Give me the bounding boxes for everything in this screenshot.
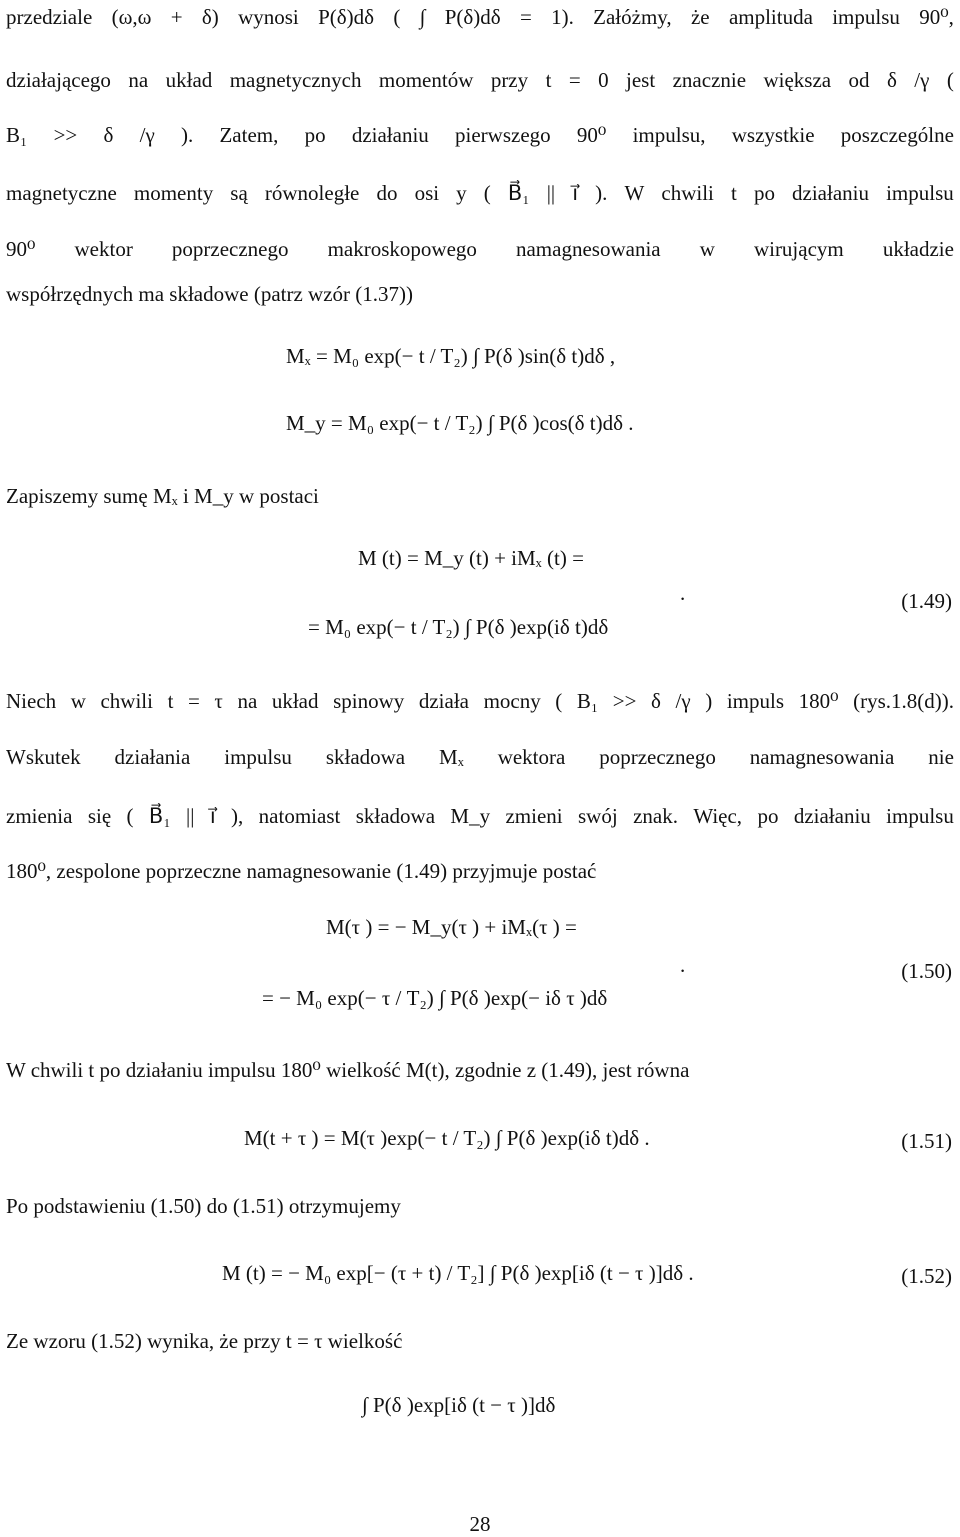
word: Niech	[6, 689, 57, 713]
word: do	[376, 181, 398, 205]
word: jest	[626, 68, 656, 92]
equation-152: M (t) = − M₀ exp[− (τ + t) / T₂] ∫ P(δ )exp[iδ (t − τ )]dδ .	[222, 1261, 694, 1285]
word: impulsu,	[632, 123, 706, 147]
word: wszystkie	[731, 123, 815, 147]
word: spinowy	[333, 689, 405, 713]
word: magnetyczne	[6, 181, 117, 205]
word: na	[237, 689, 258, 713]
text-line-3	[6, 122, 954, 148]
word: 90⁰	[6, 237, 36, 261]
word: wirującym	[753, 237, 844, 261]
word: impulsu	[832, 5, 900, 29]
word: układzie	[882, 237, 954, 261]
word: zmienia	[6, 804, 73, 828]
word: poprzecznego	[599, 745, 716, 769]
word: >>	[612, 689, 637, 713]
word: /γ	[139, 123, 155, 147]
word: t	[731, 181, 737, 205]
word: =	[187, 689, 200, 713]
word: działania	[114, 745, 191, 769]
word: (	[946, 68, 954, 92]
word: B₁	[6, 123, 28, 147]
equation-150-dot: .	[680, 953, 686, 977]
page-number: 28	[469, 1512, 491, 1536]
text-line-7	[6, 688, 954, 714]
text-line-8	[6, 744, 954, 770]
word: impulsu	[886, 804, 954, 828]
word: >>	[53, 123, 78, 147]
text-ze-wzoru: Ze wzoru (1.52) wynika, że przy t = τ wielkość	[6, 1329, 403, 1353]
word: B₁	[576, 689, 599, 713]
word: δ	[651, 689, 661, 713]
word: magnetycznych	[229, 68, 362, 92]
equation-149-line1: M (t) = M_y (t) + iMₓ (t) =	[358, 546, 584, 570]
word: mocny	[483, 689, 541, 713]
word: ∫	[419, 5, 426, 29]
word: po	[757, 804, 779, 828]
text-line-2	[6, 67, 954, 93]
word: większa	[763, 68, 832, 92]
word: P(δ)dδ	[318, 5, 375, 29]
text-line-6: współrzędnych ma składowe (patrz wzór (1.37))	[6, 282, 414, 306]
equation-number-150: (1.50)	[901, 959, 952, 983]
text-line-4	[6, 180, 954, 206]
word: =	[519, 5, 532, 29]
word: (	[483, 181, 491, 205]
word: składowa	[355, 804, 436, 828]
word: makroskopowego	[327, 237, 477, 261]
word: t	[167, 689, 174, 713]
word: (	[393, 5, 401, 29]
text-line-9	[6, 803, 954, 829]
word: δ	[886, 68, 897, 92]
word: nie	[928, 745, 954, 769]
word: momenty	[133, 181, 214, 205]
word: od	[848, 68, 870, 92]
word: zmieni	[505, 804, 563, 828]
word: (rys.1.8(d)).	[853, 689, 954, 713]
word: Mₓ	[439, 745, 464, 769]
word: 1).	[551, 5, 574, 29]
equation-my: M_y = M₀ exp(− t / T₂) ∫ P(δ )cos(δ t)dδ .	[286, 411, 634, 435]
word: (ω,ω	[111, 5, 152, 29]
word: 90⁰,	[919, 5, 954, 29]
word: wektora	[497, 745, 566, 769]
word: w	[70, 689, 86, 713]
word: układ	[271, 689, 319, 713]
text-sum: Zapiszemy sumę Mₓ i M_y w postaci	[6, 484, 319, 508]
word: wynosi	[238, 5, 299, 29]
word: i⃗	[209, 804, 216, 828]
equation-number-152: (1.52)	[901, 1264, 952, 1288]
word: +	[170, 5, 183, 29]
word: składowa	[325, 745, 406, 769]
word: chwili	[661, 181, 714, 205]
word: /γ	[675, 689, 691, 713]
word: w	[699, 237, 715, 261]
equation-151: M(t + τ ) = M(τ )exp(− t / T₂) ∫ P(δ )exp(iδ t)dδ .	[244, 1126, 650, 1150]
text-po-podstawieniu: Po podstawieniu (1.50) do (1.51) otrzymujemy	[6, 1194, 401, 1218]
word: pierwszego	[455, 123, 551, 147]
word: B⃗₁	[148, 804, 171, 828]
word: 0	[598, 68, 609, 92]
text-line-10: 180⁰, zespolone poprzeczne namagnesowanie (1.49) przyjmuje postać	[6, 859, 597, 883]
word: znacznie	[672, 68, 747, 92]
word: poszczególne	[840, 123, 954, 147]
equation-mx: Mₓ = M₀ exp(− t / T₂) ∫ P(δ )sin(δ t)dδ ,	[286, 344, 616, 368]
word: ).	[180, 123, 194, 147]
word: M_y	[450, 804, 491, 828]
word: Wskutek	[6, 745, 81, 769]
equation-number-151: (1.51)	[901, 1129, 952, 1153]
word: W	[624, 181, 645, 205]
word: swój	[578, 804, 618, 828]
word: δ)	[201, 5, 219, 29]
word: są	[230, 181, 248, 205]
word: ||	[546, 181, 556, 205]
word: impulsu	[224, 745, 292, 769]
word: i⃗	[572, 181, 579, 205]
word: wektor	[74, 237, 133, 261]
word: po	[304, 123, 326, 147]
equation-number-149: (1.49)	[901, 589, 952, 613]
word: momentów	[378, 68, 474, 92]
equation-150-line2: = − M₀ exp(− τ / T₂) ∫ P(δ )exp(− iδ τ )dδ	[262, 986, 608, 1010]
word: τ	[214, 689, 223, 713]
word: na	[128, 68, 149, 92]
word: B⃗₁	[507, 181, 530, 205]
word: (	[126, 804, 134, 828]
word: ||	[186, 804, 195, 828]
equation-149-line2: = M₀ exp(− t / T₂) ∫ P(δ )exp(iδ t)dδ	[308, 615, 609, 639]
word: δ	[103, 123, 114, 147]
word: =	[568, 68, 581, 92]
word: się	[87, 804, 112, 828]
word: po	[753, 181, 775, 205]
text-line-1	[6, 4, 954, 30]
word: znak.	[633, 804, 678, 828]
equation-149-dot: .	[680, 581, 686, 605]
word: równoległe	[264, 181, 360, 205]
word: osi	[414, 181, 440, 205]
word: działaniu	[793, 804, 871, 828]
word: t	[545, 68, 552, 92]
word: Więc,	[693, 804, 743, 828]
word: amplituda	[728, 5, 813, 29]
word: że	[690, 5, 710, 29]
word: poprzecznego	[171, 237, 289, 261]
word: ),	[231, 804, 244, 828]
word: namagnesowania	[749, 745, 895, 769]
word: ).	[595, 181, 608, 205]
equation-150-line1: M(τ ) = − M_y(τ ) + iMₓ(τ ) =	[326, 915, 577, 939]
text-w-chwili: W chwili t po działaniu impulsu 180⁰ wielkość M(t), zgodnie z (1.49), jest równa	[6, 1058, 690, 1082]
word: Załóżmy,	[593, 5, 672, 29]
word: działa	[418, 689, 469, 713]
word: (	[555, 689, 563, 713]
word: przy	[490, 68, 529, 92]
word: 90⁰	[576, 123, 607, 147]
word: )	[705, 689, 713, 713]
word: /γ	[914, 68, 930, 92]
word: impulsu	[886, 181, 954, 205]
word: układ	[165, 68, 213, 92]
word: P(δ)dδ	[444, 5, 501, 29]
word: namagnesowania	[515, 237, 661, 261]
word: impuls	[726, 689, 784, 713]
word: działającego	[6, 68, 111, 92]
text-line-5	[6, 236, 954, 262]
word: Zatem,	[219, 123, 279, 147]
word: działaniu	[792, 181, 869, 205]
equation-final-integral: ∫ P(δ )exp[iδ (t − τ )]dδ	[362, 1393, 556, 1417]
word: y	[456, 181, 467, 205]
word: działaniu	[351, 123, 429, 147]
word: 180⁰	[798, 689, 839, 713]
word: chwili	[100, 689, 153, 713]
word: przedziale	[6, 5, 93, 29]
word: natomiast	[258, 804, 341, 828]
